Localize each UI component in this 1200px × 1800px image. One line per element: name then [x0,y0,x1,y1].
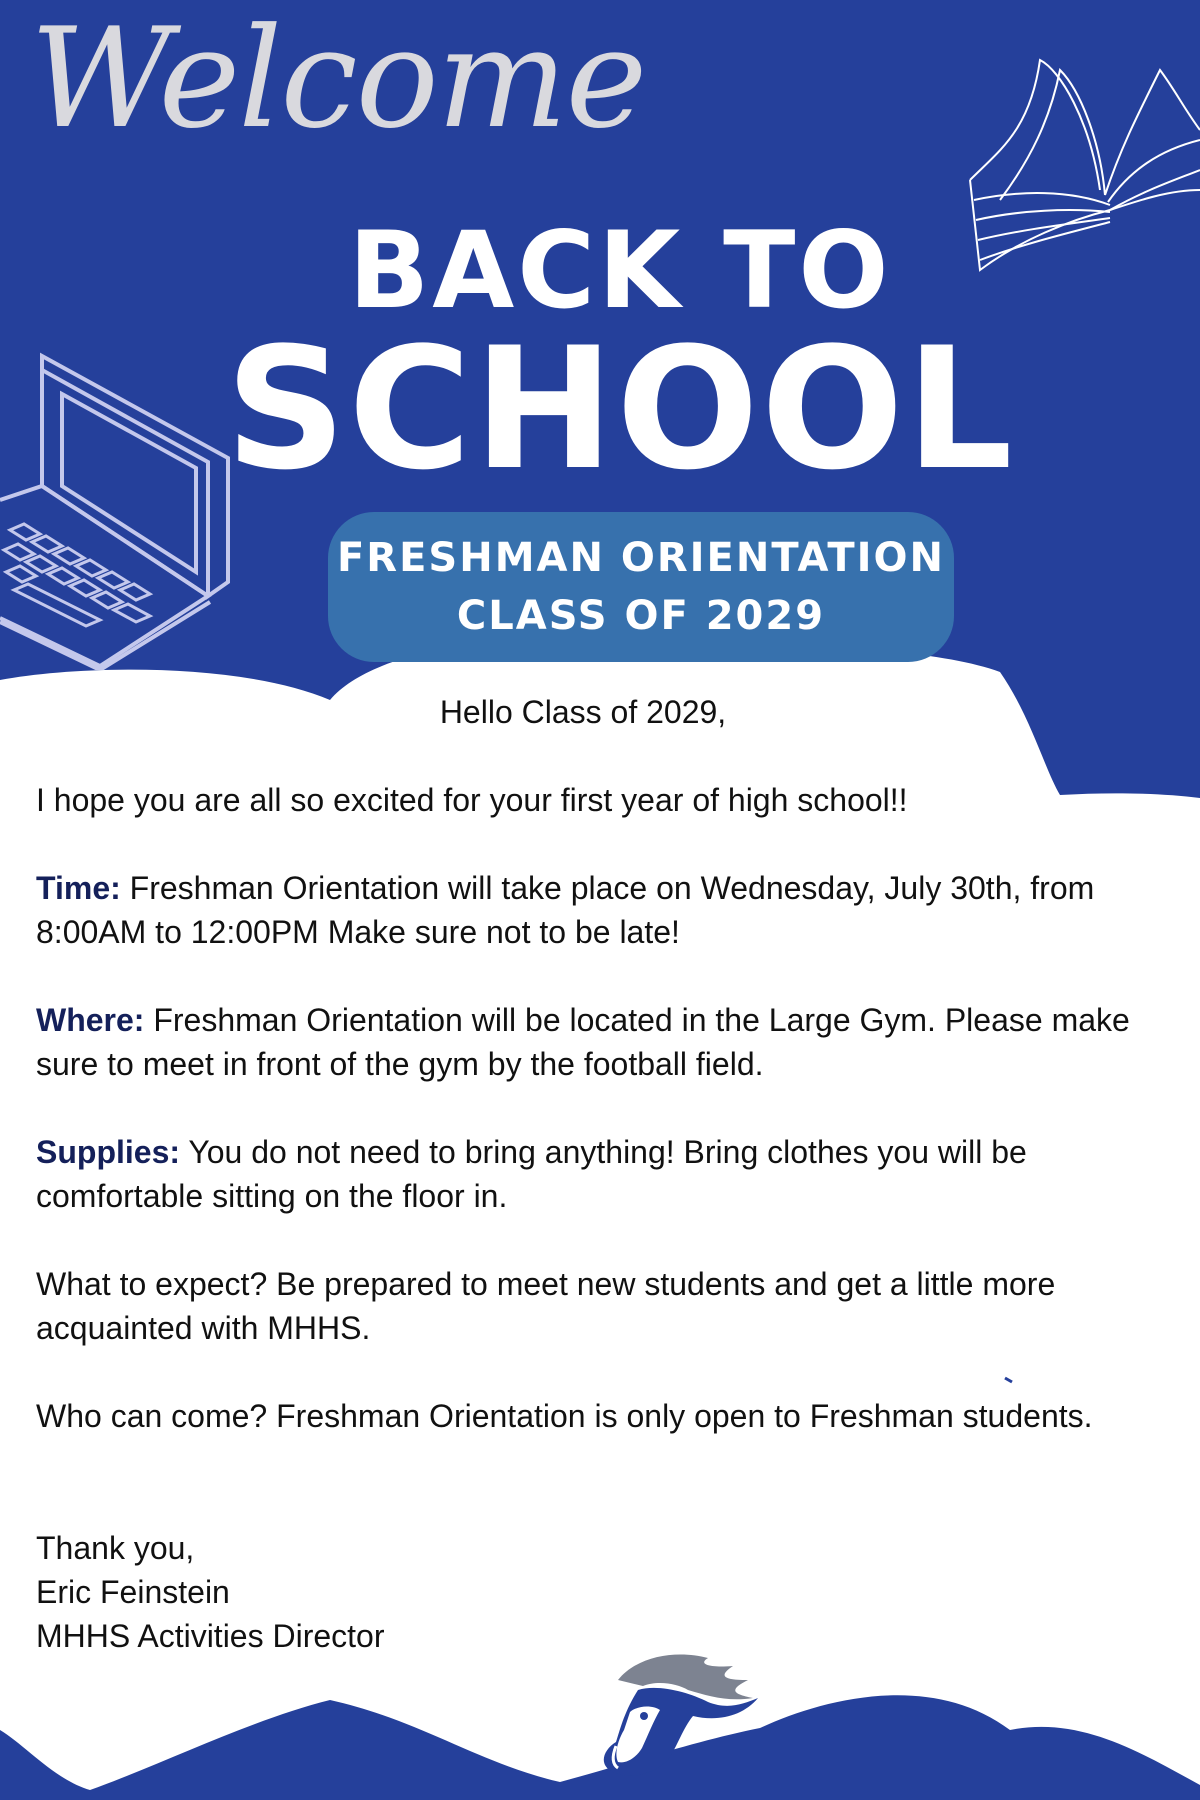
badge-line-1: FRESHMAN ORIENTATION [336,535,946,581]
welcome-script: Welcome [30,0,646,159]
badge-line-2: CLASS OF 2029 [456,593,826,639]
orientation-badge [328,512,954,662]
letter-body [36,690,1200,1658]
supplies-paragraph [36,1130,1200,1218]
signer-role: MHHS Activities Director [36,1618,385,1654]
closing: Thank you, [36,1530,195,1566]
supplies-text: You do not need to bring anything! Bring clothes you will be comfortable sitting on the floor in. [36,1134,1027,1214]
where-paragraph [36,998,1200,1086]
intro-paragraph: I hope you are all so excited for your first year of high school!! [36,782,908,818]
supplies-label: Supplies: [36,1134,181,1170]
headline-school: SCHOOL [225,311,1015,507]
time-paragraph [36,866,1200,954]
expect-paragraph: What to expect? Be prepared to meet new students and get a little more acquainted with MHHS. [36,1266,1056,1346]
where-label: Where: [36,1002,145,1038]
time-text: Freshman Orientation will take place on Wednesday, July 30th, from 8:00AM to 12:00PM Make sure not to be late! [36,870,1095,950]
signature-block [36,1526,1200,1658]
mustang-logo [558,1650,758,1780]
signer-name: Eric Feinstein [36,1574,230,1610]
where-text: Freshman Orientation will be located in the Large Gym. Please make sure to meet in front of the gym by the football field. [36,1002,1130,1082]
greeting: Hello Class of 2029, [439,694,727,730]
who-paragraph: Who can come? Freshman Orientation is only open to Freshman students. [36,1398,1093,1434]
time-label: Time: [36,870,121,906]
headline-back-to: BACK TO [348,209,892,332]
